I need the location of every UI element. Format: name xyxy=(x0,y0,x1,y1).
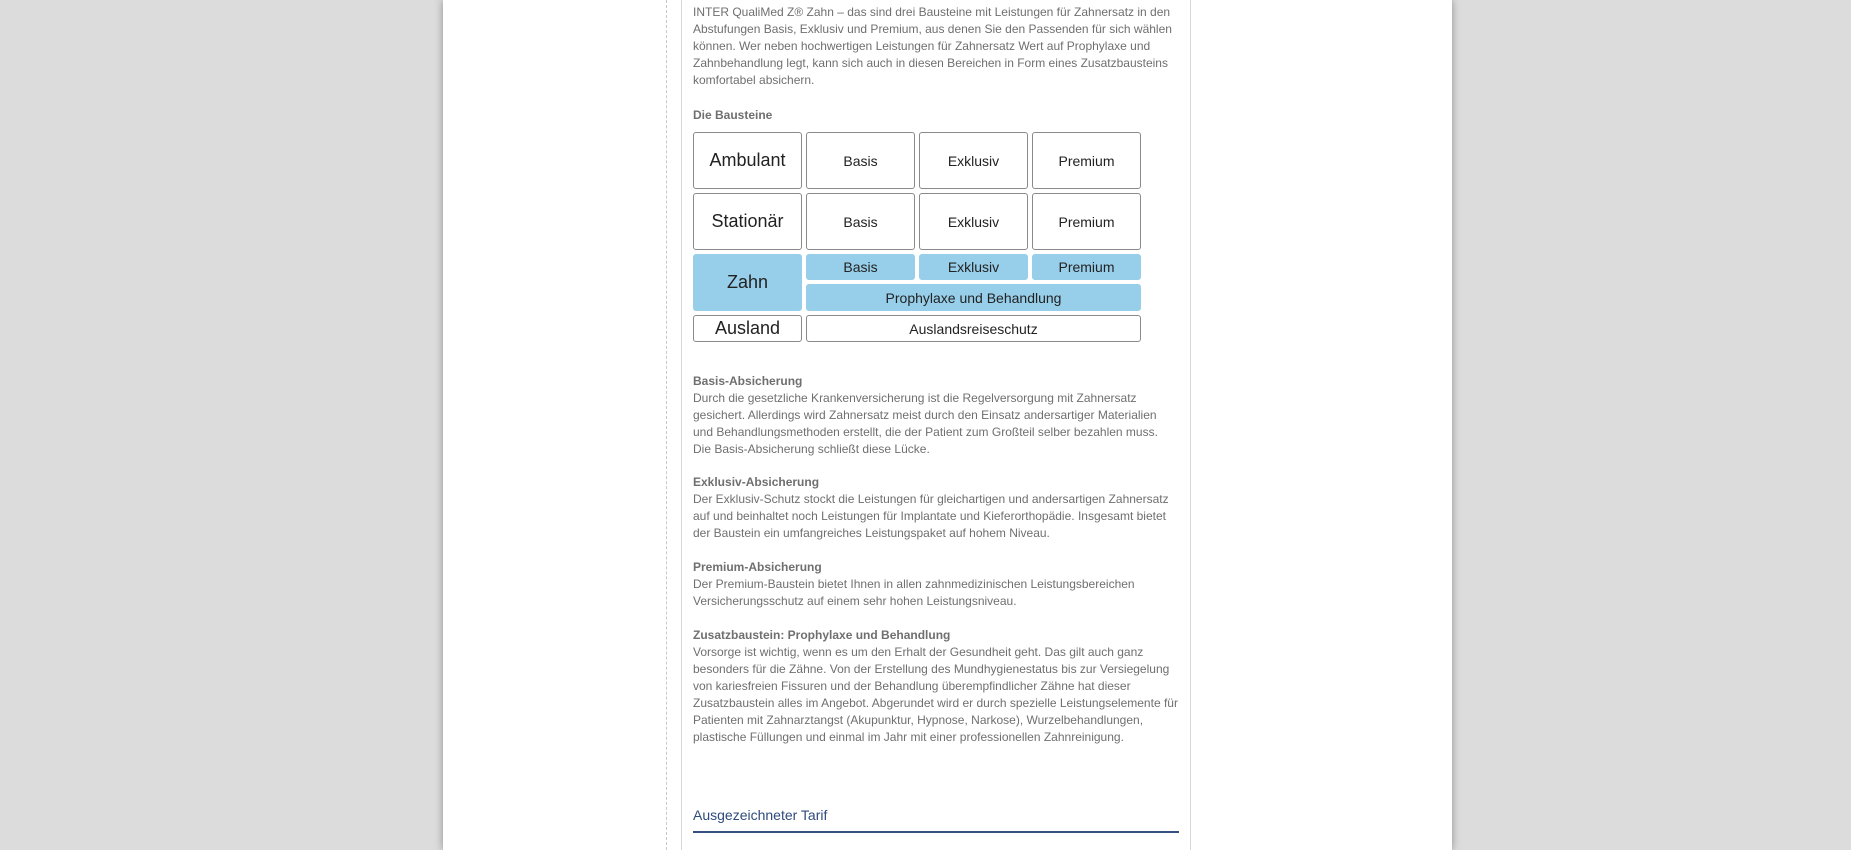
section-title: Premium-Absicherung xyxy=(693,560,822,574)
stationaer-exklusiv: Exklusiv xyxy=(919,193,1028,250)
ambulant-premium: Premium xyxy=(1032,132,1141,189)
bausteine-grid xyxy=(693,132,1142,342)
intro-paragraph: INTER QualiMed Z® Zahn – das sind drei Bausteine mit Leistungen für Zahnersatz in den Abstufungen Basis, Exklusiv und Premium, aus denen Sie den Passenden für sich wählen können. Wer neben hochwertigen Leistungen für Zahnersatz Wert auf Prophylaxe und Zahnbehandlung legt, kann sich auch in diesen Bereichen in Form eines Zusatzbausteins komfortabel absichern. xyxy=(693,5,1172,87)
row-label-stationaer: Stationär xyxy=(693,193,802,250)
section-premium xyxy=(693,559,1179,610)
ambulant-exklusiv: Exklusiv xyxy=(919,132,1028,189)
row-label-zahn: Zahn xyxy=(693,254,802,311)
section-body: Der Premium-Baustein bietet Ihnen in allen zahnmedizinischen Leistungsbereichen Versicherungsschutz auf einem sehr hohen Leistungsniveau. xyxy=(693,577,1135,608)
footer-heading-ausgezeichneter-tarif: Ausgezeichneter Tarif xyxy=(693,807,1179,833)
section-prophylaxe xyxy=(693,627,1179,746)
section-body: Durch die gesetzliche Krankenversicherung ist die Regelversorgung mit Zahnersatz gesichert. Allerdings wird Zahnersatz meist durch den Einsatz andersartiger Materialien und Behandlungsmethoden erstellt, die der Patient zum Großteil selber bezahlen muss. Die Basis-Absicherung schließt diese Lücke. xyxy=(693,391,1158,456)
row-label-ambulant: Ambulant xyxy=(693,132,802,189)
section-body: Vorsorge ist wichtig, wenn es um den Erhalt der Gesundheit geht. Das gilt auch ganz besonders für die Zähne. Von der Erstellung des Mundhygienestatus bis zur Versiegelung von kariesfreien Fissuren und der Behandlung überempfindlicher Zähne hat dieser Zusatzbaustein alles im Angebot. Abgerundet wird er durch spezielle Leistungselemente für Patienten mit Zahnarztangst (Akupunktur, Hypnose, Narkose), Wurzelbehandlungen, plastische Füllungen und einmal im Jahr mit einer professionellen Zahnreinigung. xyxy=(693,645,1178,744)
stationaer-premium: Premium xyxy=(1032,193,1141,250)
stationaer-basis: Basis xyxy=(806,193,915,250)
zahn-basis: Basis xyxy=(806,254,915,280)
ausland-reiseschutz: Auslandsreiseschutz xyxy=(806,315,1141,342)
section-title: Basis-Absicherung xyxy=(693,374,803,388)
section-exklusiv xyxy=(693,474,1179,542)
content-column xyxy=(681,0,1191,850)
zahn-exklusiv: Exklusiv xyxy=(919,254,1028,280)
ambulant-basis: Basis xyxy=(806,132,915,189)
column-divider xyxy=(666,0,667,850)
row-label-ausland: Ausland xyxy=(693,315,802,342)
section-title: Zusatzbaustein: Prophylaxe und Behandlung xyxy=(693,628,951,642)
section-title: Exklusiv-Absicherung xyxy=(693,475,820,489)
zahn-prophylaxe: Prophylaxe und Behandlung xyxy=(806,284,1141,311)
zahn-premium: Premium xyxy=(1032,254,1141,280)
section-basis xyxy=(693,373,1179,458)
bausteine-heading: Die Bausteine xyxy=(693,108,773,122)
section-body: Der Exklusiv-Schutz stockt die Leistungen für gleichartigen und andersartigen Zahnersatz auf und beinhaltet noch Leistungen für Implantate und Kieferorthopädie. Insgesamt bietet der Baustein ein umfangreiches Leistungspaket auf hohem Niveau. xyxy=(693,492,1169,540)
